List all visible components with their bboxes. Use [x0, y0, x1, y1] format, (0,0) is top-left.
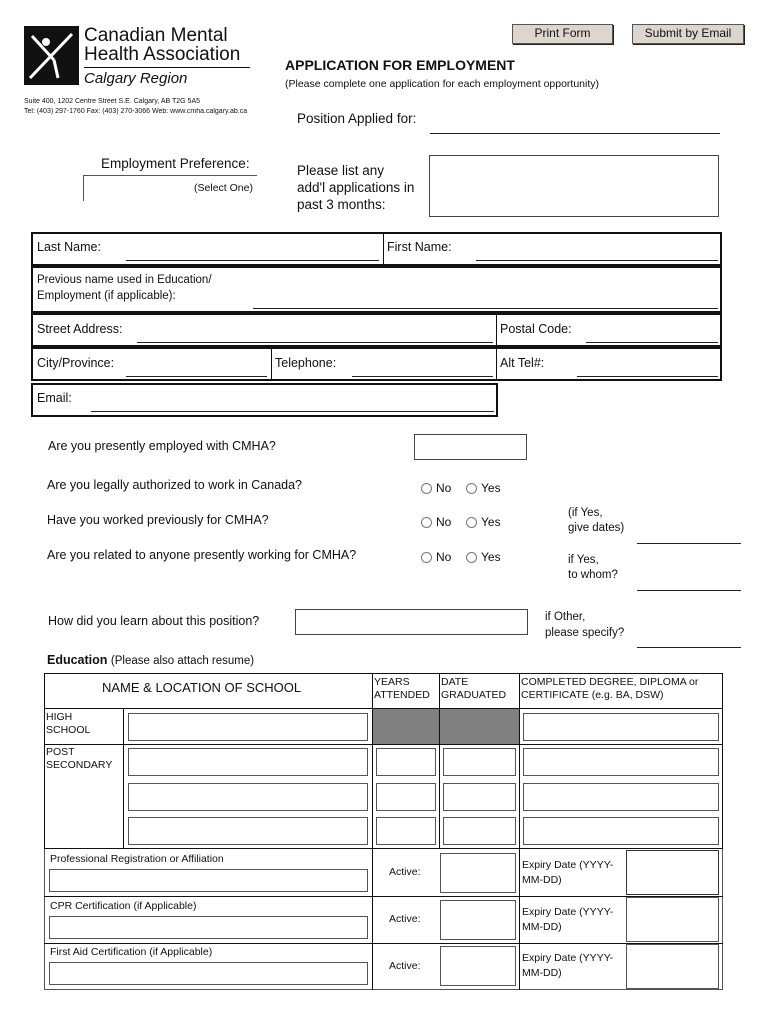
col-school-header: NAME & LOCATION OF SCHOOL [102, 680, 302, 695]
first-aid-expiry-label-2: MM-DD) [522, 967, 562, 979]
q-related-note-2: to whom? [568, 569, 618, 581]
certs-row-divider-1 [44, 896, 723, 897]
org-region: Calgary Region [84, 70, 188, 87]
col-date-header-2: GRADUATED [441, 689, 507, 701]
cpr-expiry-label-2: MM-DD) [522, 921, 562, 933]
first-name-input[interactable] [476, 260, 718, 261]
certs-row-divider-2 [44, 943, 723, 944]
radio-circle-icon [466, 552, 477, 563]
edu-col-3-divider [439, 673, 440, 849]
q-related-no-radio[interactable]: No [421, 550, 451, 564]
first-aid-expiry-input[interactable] [626, 944, 719, 989]
q-worked-note-1: (if Yes, [568, 507, 603, 519]
col-years-header-1: YEARS [374, 676, 410, 688]
position-label: Position Applied for: [297, 111, 417, 126]
post-sec-3-date-input[interactable] [443, 817, 516, 845]
address-divider [496, 314, 497, 346]
post-sec-2-date-input[interactable] [443, 783, 516, 811]
row-high-label-2: SCHOOL [46, 724, 91, 736]
cpr-expiry-input[interactable] [626, 897, 719, 942]
org-name-line1: Canadian Mental [84, 25, 228, 46]
row-post-label-2: SECONDARY [46, 759, 113, 771]
q-related-yes-radio[interactable]: Yes [466, 550, 501, 564]
post-sec-3-years-input[interactable] [376, 817, 436, 845]
city-province-input[interactable] [126, 376, 267, 377]
city-divider-1 [271, 348, 272, 380]
org-contact: Tel: (403) 297-1760 Fax: (403) 270-3066 Web: www.cmha.calgary.ab.ca [24, 108, 248, 115]
cpr-input[interactable] [49, 916, 368, 939]
radio-circle-icon [421, 483, 432, 494]
prof-active-label: Active: [389, 866, 421, 878]
q-worked-note-2: give dates) [568, 522, 625, 534]
learn-label: How did you learn about this position? [48, 614, 260, 628]
q-worked-no-radio[interactable]: No [421, 515, 451, 529]
prev-name-label-2: Employment (if applicable): [37, 290, 176, 302]
q-authorized-yes-radio[interactable]: Yes [466, 481, 501, 495]
last-name-label: Last Name: [37, 240, 101, 254]
email-input[interactable] [91, 411, 494, 412]
prof-reg-input[interactable] [49, 869, 368, 892]
col-date-header-1: DATE [441, 676, 469, 688]
telephone-input[interactable] [352, 376, 493, 377]
post-sec-1-date-input[interactable] [443, 748, 516, 776]
post-sec-2-name-input[interactable] [128, 783, 368, 811]
q-worked-dates-input[interactable] [637, 543, 741, 544]
city-divider-2 [496, 348, 497, 380]
prof-active-input[interactable] [440, 853, 516, 893]
prev-name-label-1: Previous name used in Education/ [37, 274, 212, 286]
prof-expiry-label-2: MM-DD) [522, 874, 562, 886]
person-logo-icon [24, 26, 79, 85]
telephone-label: Telephone: [275, 356, 337, 370]
q-authorized-no-radio[interactable]: No [421, 481, 451, 495]
q-worked-yes-radio[interactable]: Yes [466, 515, 501, 529]
high-school-name-input[interactable] [128, 713, 368, 741]
name-divider [383, 233, 384, 265]
row-post-label-1: POST [46, 746, 75, 758]
other-specify-input[interactable] [637, 647, 741, 648]
addl-apps-input[interactable] [429, 155, 719, 217]
col-years-header-2: ATTENDED [374, 689, 430, 701]
col-degree-header-1: COMPLETED DEGREE, DIPLOMA or [521, 676, 699, 688]
post-sec-3-name-input[interactable] [128, 817, 368, 845]
prof-expiry-input[interactable] [626, 850, 719, 895]
org-name-line2: Health Association [84, 44, 241, 65]
col-degree-header-2: CERTIFICATE (e.g. BA, DSW) [521, 689, 664, 701]
post-sec-3-degree-input[interactable] [523, 817, 719, 845]
org-address: Suite 400, 1202 Centre Street S.E. Calgary, AB T2G 5A5 [24, 98, 201, 105]
prof-reg-label: Professional Registration or Affiliation [50, 853, 224, 865]
form-title: APPLICATION FOR EMPLOYMENT [285, 57, 515, 73]
q-related-whom-input[interactable] [637, 590, 741, 591]
prev-name-input[interactable] [253, 308, 718, 309]
edu-col-2-divider [372, 673, 373, 849]
submit-by-email-button[interactable]: Submit by Email [632, 24, 744, 44]
email-label: Email: [37, 391, 72, 405]
addl-apps-label-3: past 3 months: [297, 197, 386, 212]
last-name-input[interactable] [126, 260, 379, 261]
row-high-label-1: HIGH [46, 711, 73, 723]
first-aid-expiry-label-1: Expiry Date (YYYY- [522, 952, 614, 964]
certs-divider-1 [372, 849, 373, 990]
learn-select[interactable] [295, 609, 528, 635]
high-school-years-disabled [373, 709, 439, 744]
first-aid-input[interactable] [49, 962, 368, 985]
high-school-date-disabled [440, 709, 519, 744]
education-heading: Education (Please also attach resume) [47, 653, 255, 667]
first-aid-active-label: Active: [389, 960, 421, 972]
street-address-label: Street Address: [37, 322, 123, 336]
prof-expiry-label-1: Expiry Date (YYYY- [522, 859, 614, 871]
q-related-note-1: if Yes, [568, 554, 599, 566]
alt-tel-input[interactable] [577, 376, 718, 377]
edu-col-1-divider [123, 709, 124, 849]
cmha-logo [24, 26, 79, 85]
q-employed-select[interactable] [414, 434, 527, 460]
employment-pref-value: (Select One) [194, 182, 253, 194]
form-subtitle: (Please complete one application for each employment opportunity) [285, 78, 600, 90]
logo-divider [84, 67, 250, 68]
high-school-degree-input[interactable] [523, 713, 719, 741]
first-aid-active-input[interactable] [440, 946, 516, 986]
first-aid-label: First Aid Certification (if Applicable) [50, 946, 213, 958]
edu-row-1-divider [44, 744, 723, 745]
post-sec-1-name-input[interactable] [128, 748, 368, 776]
addl-apps-label-1: Please list any [297, 163, 385, 178]
position-input[interactable] [430, 133, 720, 134]
cpr-expiry-label-1: Expiry Date (YYYY- [522, 906, 614, 918]
post-sec-2-years-input[interactable] [376, 783, 436, 811]
q-related-label: Are you related to anyone presently working for CMHA? [47, 548, 357, 562]
q-authorized-label: Are you legally authorized to work in Canada? [47, 478, 303, 492]
addl-apps-label-2: add'l applications in [297, 180, 415, 195]
postal-code-label: Postal Code: [500, 322, 572, 336]
q-worked-label: Have you worked previously for CMHA? [47, 513, 269, 527]
other-note-2: please specify? [545, 627, 625, 639]
street-address-input[interactable] [137, 342, 493, 343]
print-form-button[interactable]: Print Form [512, 24, 613, 44]
cpr-active-label: Active: [389, 913, 421, 925]
post-sec-1-degree-input[interactable] [523, 748, 719, 776]
q-employed-label: Are you presently employed with CMHA? [48, 439, 276, 453]
other-note-1: if Other, [545, 611, 586, 623]
edu-col-4-divider [519, 673, 520, 849]
alt-tel-label: Alt Tel#: [500, 356, 545, 370]
radio-circle-icon [466, 517, 477, 528]
city-province-label: City/Province: [37, 356, 115, 370]
employment-pref-select[interactable] [83, 175, 257, 201]
post-sec-2-degree-input[interactable] [523, 783, 719, 811]
certs-divider-2 [519, 849, 520, 990]
radio-circle-icon [421, 552, 432, 563]
post-sec-1-years-input[interactable] [376, 748, 436, 776]
radio-circle-icon [421, 517, 432, 528]
cpr-active-input[interactable] [440, 900, 516, 940]
radio-circle-icon [466, 483, 477, 494]
postal-code-input[interactable] [586, 342, 718, 343]
employment-pref-label: Employment Preference: [101, 156, 250, 171]
first-name-label: First Name: [387, 240, 452, 254]
cpr-label: CPR Certification (if Applicable) [50, 900, 197, 912]
